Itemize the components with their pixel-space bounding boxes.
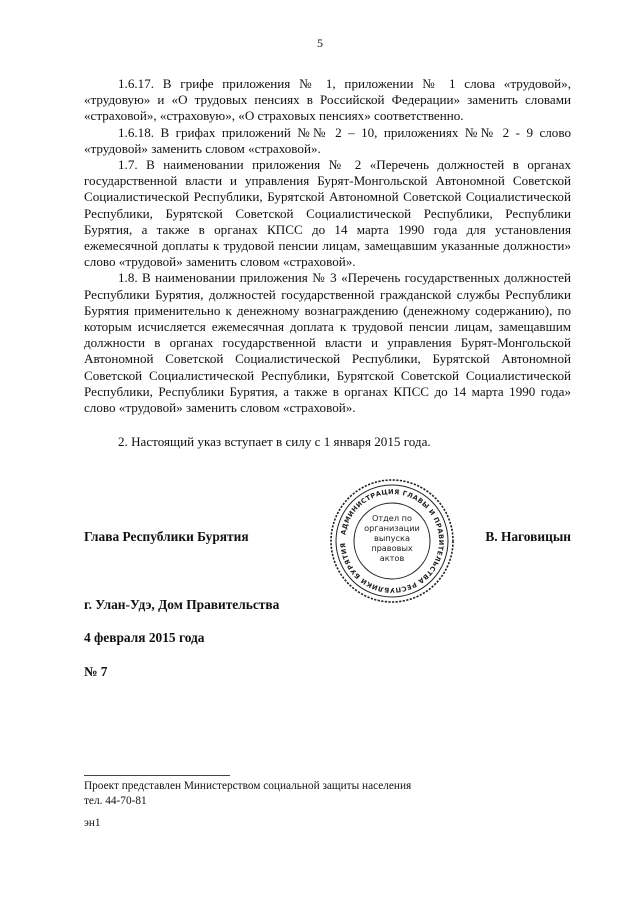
footnote-divider <box>84 775 230 776</box>
stamp-line: организации <box>364 523 420 533</box>
stamp-line: Отдел по <box>371 513 413 523</box>
official-stamp <box>328 477 456 605</box>
stamp-ring-text: АДМИНИСТРАЦИЯ ГЛАВЫ И ПРАВИТЕЛЬСТВА РЕСПУБЛИКИ БУРЯТИЯ <box>338 487 446 595</box>
footnote <box>84 779 411 808</box>
footnote-phone: тел. 44-70-81 <box>84 794 147 807</box>
paragraph-2-effective-date: 2. Настоящий указ вступает в силу с 1 января 2015 года. <box>118 434 431 450</box>
stamp-line: актов <box>379 553 405 563</box>
paragraph-1-6-17: 1.6.17. В грифе приложения № 1, приложении № 1 слова «трудовой», «трудовую» и «О трудовых пенсиях в Российской Федерации» заменить словами «страховой», «страховую», «О страховых пенсиях» соответственно. <box>84 76 571 124</box>
signatory-position: Глава Республики Бурятия <box>84 529 249 544</box>
paragraph-1-8: 1.8. В наименовании приложения № 3 «Перечень государственных должностей Республики Бурятия, должностей государственной гражданской службы Республики Бурятия применительно к денежному вознаграждению (денежному содержанию), по которым исчисляется ежемесячная доплата к трудовой пенсии лицам, замещавшим должности в органах государственной власти и управления Бурят-Монгольской Автономной Советской Социалистической Республики, Бурятской Автономной Советской Социалистической Республики, Бурятской Советской Социалистической Республики, Республики Бурятия, а также в органах КПСС до 14 марта 1990 года» слово «трудовой» заменить словом «страховой». <box>84 270 571 416</box>
signatory-name: В. Наговицын <box>485 529 571 544</box>
document-code: эн1 <box>84 817 101 829</box>
document-number: № 7 <box>84 664 108 679</box>
paragraph-1-7: 1.7. В наименовании приложения № 2 «Перечень должностей в органах государственной власти и управления Бурят-Монгольской Автономной Советской Социалистической Республики, Бурятской Автономной Советской Социалистической Республики, Бурятской Советской Социалистической Республики, Республики Бурятия, а также в органах КПСС до 14 марта 1990 года для установления ежемесячной доплаты к трудовой пенсии лицам, замещавшим указанные должности» слово «трудовой» заменить словом «страховой». <box>84 157 571 270</box>
document-body <box>84 76 571 450</box>
paragraph-1-6-18: 1.6.18. В грифах приложений №№ 2 – 10, приложениях №№ 2 - 9 слово «трудовой» заменить словом «страховой». <box>84 124 571 156</box>
stamp-line: правовых <box>371 543 413 553</box>
stamp-line: выпуска <box>374 533 410 543</box>
document-date: 4 февраля 2015 года <box>84 630 205 645</box>
page-number: 5 <box>317 36 323 50</box>
document-place: г. Улан-Удэ, Дом Правительства <box>84 597 280 612</box>
footnote-author: Проект представлен Министерством социальной защиты населения <box>84 780 412 792</box>
